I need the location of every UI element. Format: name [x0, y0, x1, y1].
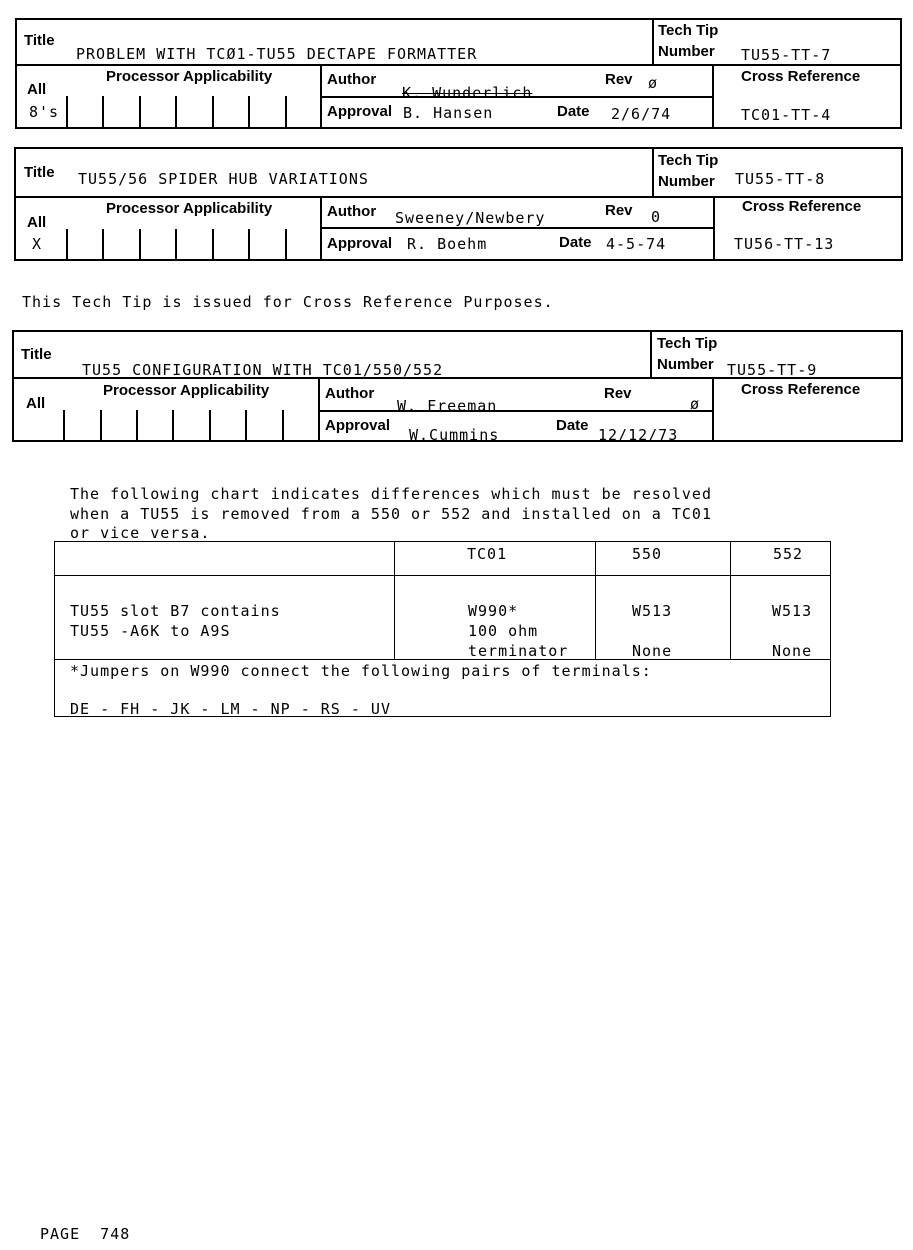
- table-cell: terminator: [468, 642, 569, 660]
- author-value: Sweeney/Newbery: [395, 209, 546, 227]
- col-divider: [650, 330, 652, 378]
- approval-value: R. Boehm: [407, 235, 488, 253]
- author-value: K. Wunderlich: [402, 84, 533, 102]
- rev-label: Rev: [605, 71, 633, 88]
- all-label: All: [27, 81, 47, 98]
- all-label: All: [26, 395, 46, 412]
- title-label: Title: [24, 164, 55, 181]
- column-header: 550: [632, 545, 663, 563]
- tech-tip-label: Tech Tip: [658, 152, 719, 169]
- number-label: Number: [658, 173, 715, 190]
- rev-label: Rev: [604, 385, 632, 402]
- rev-label: Rev: [605, 202, 633, 219]
- row-divider: [318, 410, 712, 412]
- applicability-value: X: [32, 235, 43, 253]
- approval-value: B. Hansen: [403, 104, 494, 122]
- approval-label: Approval: [327, 103, 393, 120]
- row-divider: [15, 64, 902, 66]
- title-label: Title: [24, 32, 55, 49]
- intro-line: when a TU55 is removed from a 550 or 552 and installed on a TC01: [70, 505, 712, 523]
- tip-number: TU55-TT-7: [741, 46, 832, 64]
- number-label: Number: [658, 43, 715, 60]
- tip-number: TU55-TT-8: [735, 170, 826, 188]
- col-divider: [652, 18, 654, 65]
- table-cell: 100 ohm: [468, 622, 539, 640]
- table-footnote: *Jumpers on W990 connect the following pairs of terminals:: [70, 662, 652, 680]
- author-label: Author: [327, 203, 377, 220]
- author-value: W. Freeman: [397, 397, 498, 415]
- table-cell: W513: [632, 602, 673, 620]
- approval-label: Approval: [327, 235, 393, 252]
- row-label: TU55 -A6K to A9S: [70, 622, 231, 640]
- date-label: Date: [556, 417, 589, 434]
- table-cell: None: [632, 642, 673, 660]
- row-divider: [320, 227, 713, 229]
- cross-reference-label: Cross Reference: [741, 68, 861, 85]
- jumper-pairs: DE - FH - JK - LM - NP - RS - UV: [70, 700, 391, 718]
- cross-reference-label: Cross Reference: [742, 198, 862, 215]
- all-label: All: [27, 214, 47, 231]
- tip-number: TU55-TT-9: [727, 361, 818, 379]
- processor-applicability-label: Processor Applicability: [106, 200, 273, 217]
- date-label: Date: [557, 103, 590, 120]
- col-divider: [712, 64, 714, 129]
- intro-line: or vice versa.: [70, 524, 211, 542]
- column-header: 552: [773, 545, 804, 563]
- tech-tip-label: Tech Tip: [657, 335, 718, 352]
- applicability-value: 8's: [29, 103, 60, 121]
- title-label: Title: [21, 346, 52, 363]
- tech-tip-label: Tech Tip: [658, 22, 719, 39]
- tip-title: TU55 CONFIGURATION WITH TC01/550/552: [82, 361, 444, 379]
- author-label: Author: [327, 71, 377, 88]
- rev-value: ø: [690, 395, 701, 413]
- date-value: 4-5-74: [606, 235, 667, 253]
- table-cell: W990*: [468, 602, 519, 620]
- table-cell: None: [772, 642, 813, 660]
- col-divider: [712, 377, 714, 442]
- number-label: Number: [657, 356, 714, 373]
- cross-reference-notice: This Tech Tip is issued for Cross Reference Purposes.: [22, 293, 554, 311]
- processor-applicability-label: Processor Applicability: [106, 68, 273, 85]
- col-divider: [652, 147, 654, 197]
- cross-reference-value: TU56-TT-13: [734, 235, 835, 253]
- row-label: TU55 slot B7 contains: [70, 602, 281, 620]
- date-value: 2/6/74: [611, 105, 672, 123]
- rev-value: ø: [648, 74, 659, 92]
- processor-applicability-label: Processor Applicability: [103, 382, 270, 399]
- approval-value: W.Cummins: [409, 426, 500, 444]
- tip-title: TU55/56 SPIDER HUB VARIATIONS: [78, 170, 369, 188]
- date-value: 12/12/73: [598, 426, 679, 444]
- cross-reference-label: Cross Reference: [741, 381, 861, 398]
- intro-line: The following chart indicates differences which must be resolved: [70, 485, 712, 503]
- page-number: PAGE 748: [40, 1225, 131, 1243]
- column-header: TC01: [467, 545, 508, 563]
- table-cell: W513: [772, 602, 813, 620]
- tip-title: PROBLEM WITH TCØ1-TU55 DECTAPE FORMATTER: [76, 45, 478, 63]
- col-divider: [713, 196, 715, 261]
- date-label: Date: [559, 234, 592, 251]
- author-label: Author: [325, 385, 375, 402]
- rev-value: 0: [651, 208, 662, 226]
- approval-label: Approval: [325, 417, 391, 434]
- cross-reference-value: TC01-TT-4: [741, 106, 832, 124]
